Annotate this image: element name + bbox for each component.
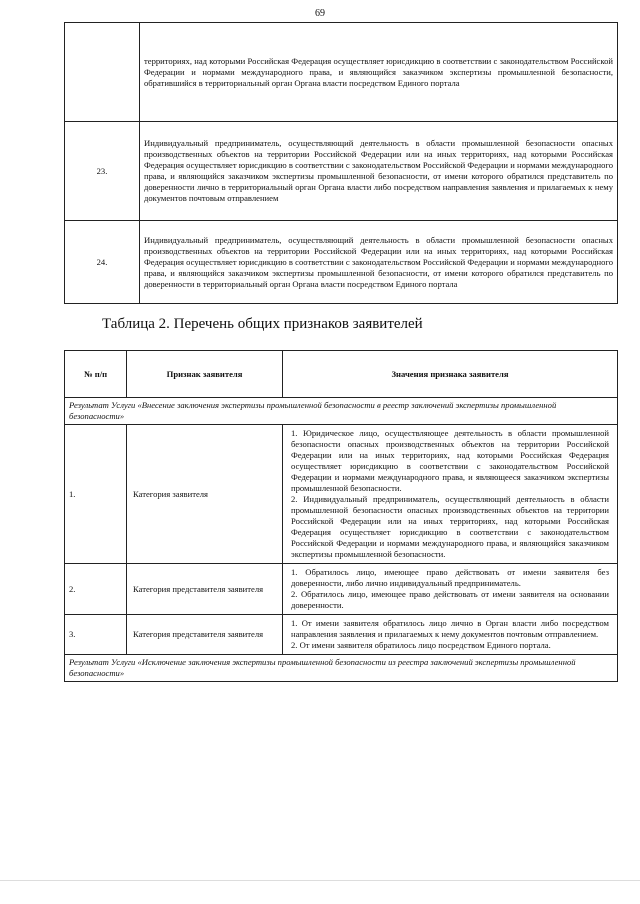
feature-name: Категория представителя заявителя: [127, 615, 283, 655]
table-row: [65, 615, 618, 655]
row-description: Индивидуальный предприниматель, осуществляющий деятельность в области промышленной безопасности опасных производственных объектов на территории Российской Федерации или на иных территориях, над которыми Российская Федерация осуществляет юрисдикцию в соответствии с законодательством Российской Федерации и нормами международного права, и являющийся заказчиком экспертизы промышленной безопасности, от имени которого обратился представитель по доверенности в территориальный орган Органа власти посредством Единого портала: [140, 221, 618, 304]
applicant-variants-table-continued: [64, 22, 618, 304]
row-number: 2.: [65, 564, 127, 615]
header-number: № п/п: [65, 351, 127, 398]
table-row: [65, 122, 618, 221]
feature-value: 2. Индивидуальный предприниматель, осуществляющий деятельность в области промышленной безопасности опасных производственных объектов на территории Российской Федерации или на иных территориях, над которыми Российская Федерация осуществляет юрисдикцию в соответствии с законодательством Российской Федерации и нормами международного права, и являющийся заказчиком экспертизы промышленной безопасности.: [291, 494, 609, 559]
row-description: Индивидуальный предприниматель, осуществляющий деятельность в области промышленной безопасности опасных производственных объектов на территории Российской Федерации или на иных территориях, над которыми Российская Федерация осуществляет юрисдикцию в соответствии с законодательством Российской Федерации и нормами международного права, и являющийся заказчиком экспертизы промышленной безопасности, от имени которого обратился представитель по доверенности лично в территориальный орган Органа власти либо посредством направления заявления и прилагаемых к нему документов почтовым отправлением: [140, 122, 618, 221]
feature-values: [283, 425, 618, 564]
service-result-1: Результат Услуги «Внесение заключения экспертизы промышленной безопасности в реестр заключений экспертизы промышленной безопасности»: [65, 398, 618, 425]
row-description: территориях, над которыми Российская Федерация осуществляет юрисдикцию в соответствии с законодательством Российской Федерации и нормами международного права, и являющийся заказчиком экспертизы промышленной безопасности, обратившийся в территориальный орган Органа власти посредством Единого портала: [140, 23, 618, 122]
row-number: 23.: [65, 122, 140, 221]
feature-value: 1. Обратилось лицо, имеющее право действовать от имени заявителя без доверенности, либо лично индивидуальный предприниматель.: [291, 567, 609, 588]
applicant-features-table: [64, 350, 618, 682]
table-row: [65, 221, 618, 304]
feature-value: 2. От имени заявителя обратилось лицо посредством Единого портала.: [291, 640, 551, 650]
table-row: [65, 425, 618, 564]
feature-name: Категория представителя заявителя: [127, 564, 283, 615]
feature-value: 1. Юридическое лицо, осуществляющее деятельность в области промышленной безопасности опасных производственных объектов на территории Российской Федерации или на иных территориях, над которыми Российская Федерация осуществляет юрисдикцию в соответствии с законодательством Российской Федерации и нормами международного права, и являющееся заказчиком экспертизы промышленной безопасности.: [291, 428, 609, 493]
row-number: 1.: [65, 425, 127, 564]
page-bottom-edge: [0, 880, 640, 881]
feature-values: [283, 615, 618, 655]
service-result-2: Результат Услуги «Исключение заключения экспертизы промышленной безопасности из реестра заключений экспертизы промышленной безопасности»: [65, 655, 618, 682]
feature-value: 1. От имени заявителя обратилось лицо лично в Орган власти либо посредством направления заявления и прилагаемых к нему документов почтовым отправлением.: [291, 618, 609, 639]
result-row: [65, 655, 618, 682]
table-header-row: [65, 351, 618, 398]
feature-name: Категория заявителя: [127, 425, 283, 564]
header-feature: Признак заявителя: [127, 351, 283, 398]
row-number: 3.: [65, 615, 127, 655]
table-row: [65, 23, 618, 122]
table2-title: Таблица 2. Перечень общих признаков заявителей: [102, 316, 423, 332]
row-number: [65, 23, 140, 122]
feature-values: [283, 564, 618, 615]
result-row: [65, 398, 618, 425]
page-number: 69: [315, 8, 325, 19]
header-values: Значения признака заявителя: [283, 351, 618, 398]
row-number: 24.: [65, 221, 140, 304]
feature-value: 2. Обратилось лицо, имеющее право действовать от имени заявителя на основании доверенности.: [291, 589, 609, 610]
table-row: [65, 564, 618, 615]
